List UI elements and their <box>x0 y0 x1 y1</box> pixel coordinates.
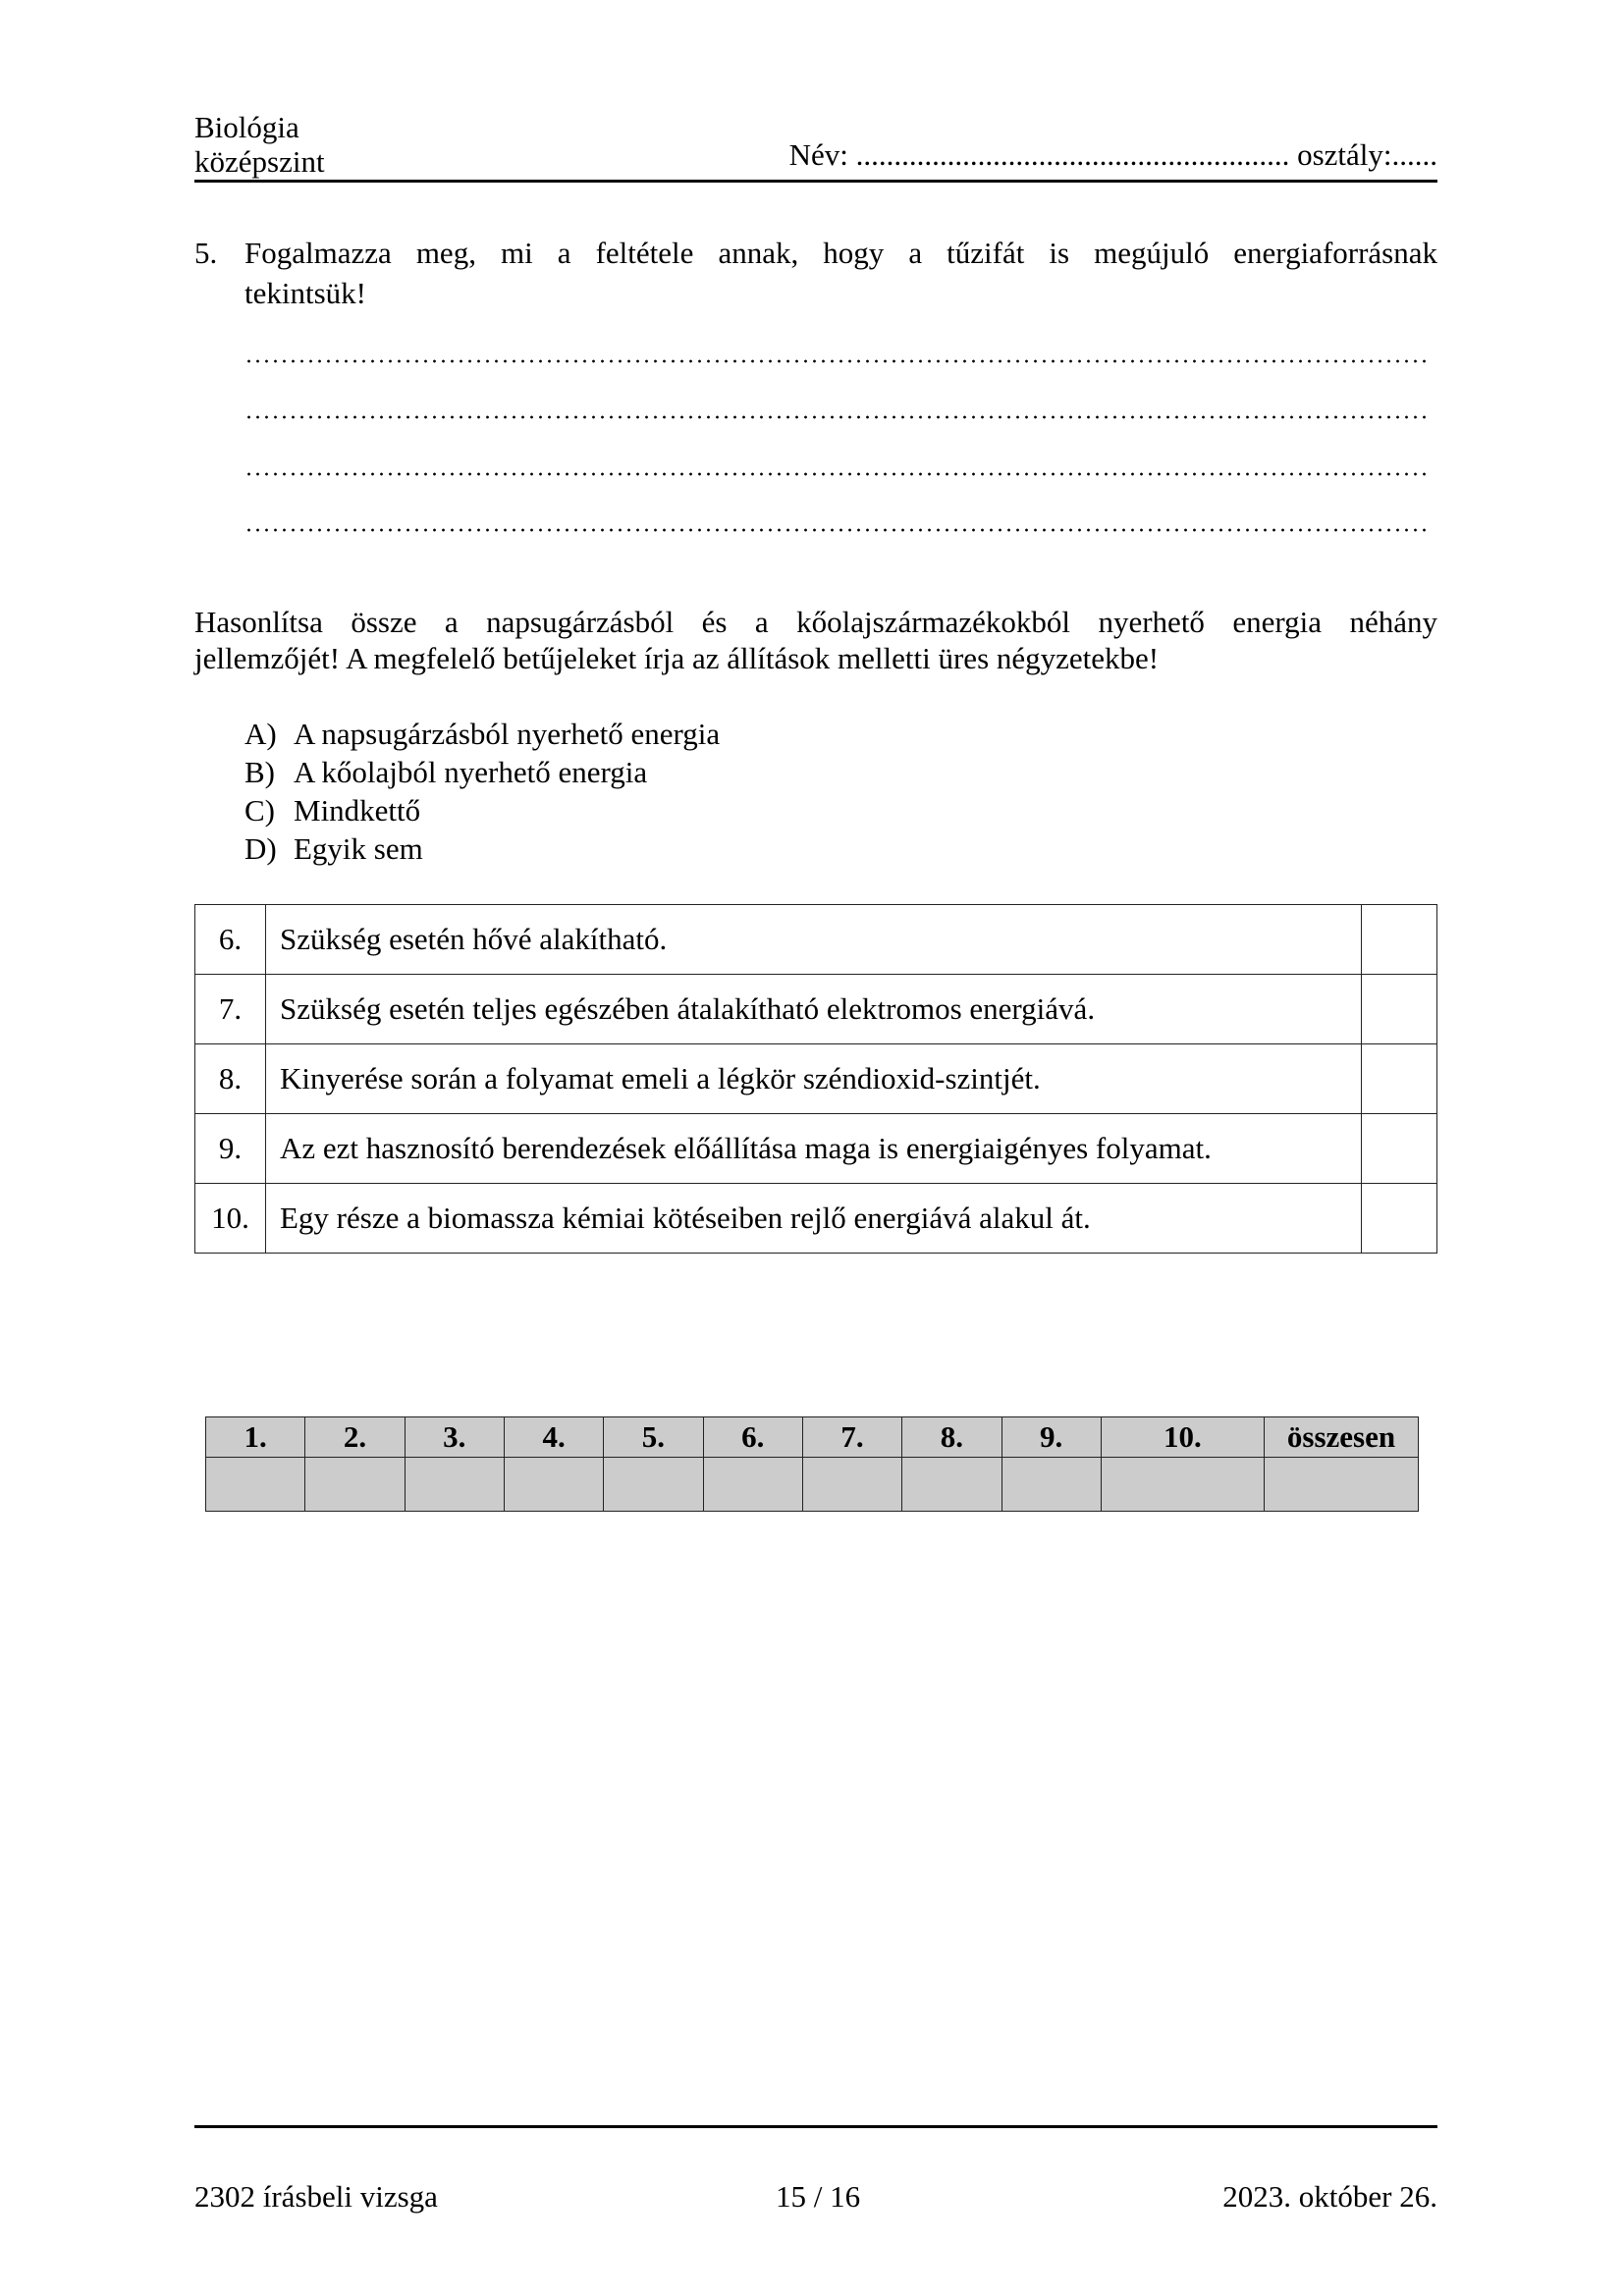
question-5-text-line2: tekintsük! <box>244 276 366 310</box>
statement-number: 7. <box>195 975 266 1044</box>
header-rule <box>194 180 1437 183</box>
score-cell[interactable] <box>604 1458 703 1512</box>
score-header-row <box>206 1417 1419 1458</box>
name-class-field[interactable]: Név: ......................................................... osztály:...... <box>788 137 1437 172</box>
table-row <box>195 1044 1437 1114</box>
option-text: Mindkettő <box>294 793 421 828</box>
option-a <box>244 719 720 749</box>
answer-box[interactable] <box>1362 1184 1437 1254</box>
score-table <box>205 1416 1419 1512</box>
page-number: 15 / 16 <box>776 2179 861 2214</box>
option-letter: B) <box>244 755 275 789</box>
statement-number: 8. <box>195 1044 266 1114</box>
statement-text: Szükség esetén teljes egészében átalakítható elektromos energiává. <box>266 975 1362 1044</box>
statement-text: Szükség esetén hővé alakítható. <box>266 905 1362 975</box>
score-cell-total[interactable] <box>1265 1458 1419 1512</box>
answer-line-1[interactable] <box>244 359 1431 363</box>
statement-number: 9. <box>195 1114 266 1184</box>
score-header-total: összesen <box>1265 1417 1419 1458</box>
score-header: 4. <box>504 1417 603 1458</box>
score-header: 6. <box>703 1417 802 1458</box>
level-label: középszint <box>194 144 325 179</box>
statement-text: Az ezt hasznosító berendezések előállítása maga is energiaigényes folyamat. <box>266 1114 1362 1184</box>
answer-box[interactable] <box>1362 1044 1437 1114</box>
score-cell[interactable] <box>504 1458 603 1512</box>
statements-table <box>194 904 1437 1254</box>
question-5-text-line1: Fogalmazza meg, mi a feltétele annak, hogy a tűzifát is megújuló energiaforrásnak <box>244 236 1437 270</box>
statement-text: Kinyerése során a folyamat emeli a légkör széndioxid-szintjét. <box>266 1044 1362 1114</box>
option-text: Egyik sem <box>294 831 423 866</box>
option-b <box>244 757 647 787</box>
comparison-intro-line1: Hasonlítsa össze a napsugárzásból és a kőolajszármazékokból nyerhető energia néhány <box>194 605 1437 639</box>
table-row <box>195 905 1437 975</box>
score-cell[interactable] <box>1101 1458 1264 1512</box>
score-header: 3. <box>405 1417 504 1458</box>
comparison-intro-line2: jellemzőjét! A megfelelő betűjeleket írja az állítások melletti üres négyzetekbe! <box>194 641 1160 675</box>
option-letter: D) <box>244 831 277 866</box>
score-header: 9. <box>1001 1417 1101 1458</box>
question-5-number: 5. <box>194 236 218 270</box>
answer-line-3[interactable] <box>244 472 1431 476</box>
footer-rule <box>194 2125 1437 2128</box>
score-header: 8. <box>902 1417 1001 1458</box>
option-c <box>244 795 420 826</box>
answer-box[interactable] <box>1362 905 1437 975</box>
option-text: A napsugárzásból nyerhető energia <box>294 717 721 751</box>
option-letter: A) <box>244 717 277 751</box>
answer-box[interactable] <box>1362 975 1437 1044</box>
score-cell[interactable] <box>305 1458 405 1512</box>
table-row <box>195 1184 1437 1254</box>
score-cell[interactable] <box>1001 1458 1101 1512</box>
score-cell[interactable] <box>703 1458 802 1512</box>
score-header: 2. <box>305 1417 405 1458</box>
score-cell[interactable] <box>902 1458 1001 1512</box>
subject-label: Biológia <box>194 110 299 144</box>
score-cell[interactable] <box>802 1458 901 1512</box>
answer-line-4[interactable] <box>244 528 1431 532</box>
exam-code: 2302 írásbeli vizsga <box>194 2179 438 2214</box>
exam-date: 2023. október 26. <box>1222 2179 1437 2214</box>
table-row <box>195 1114 1437 1184</box>
option-text: A kőolajból nyerhető energia <box>294 755 648 789</box>
score-header: 7. <box>802 1417 901 1458</box>
statement-number: 10. <box>195 1184 266 1254</box>
score-cell[interactable] <box>405 1458 504 1512</box>
score-header: 5. <box>604 1417 703 1458</box>
answer-line-2[interactable] <box>244 415 1431 419</box>
score-cell[interactable] <box>206 1458 305 1512</box>
option-d <box>244 833 423 864</box>
score-header: 1. <box>206 1417 305 1458</box>
score-header: 10. <box>1101 1417 1264 1458</box>
statement-number: 6. <box>195 905 266 975</box>
table-row <box>195 975 1437 1044</box>
statement-text: Egy része a biomassza kémiai kötéseiben rejlő energiává alakul át. <box>266 1184 1362 1254</box>
option-letter: C) <box>244 793 275 828</box>
score-values-row <box>206 1458 1419 1512</box>
answer-box[interactable] <box>1362 1114 1437 1184</box>
